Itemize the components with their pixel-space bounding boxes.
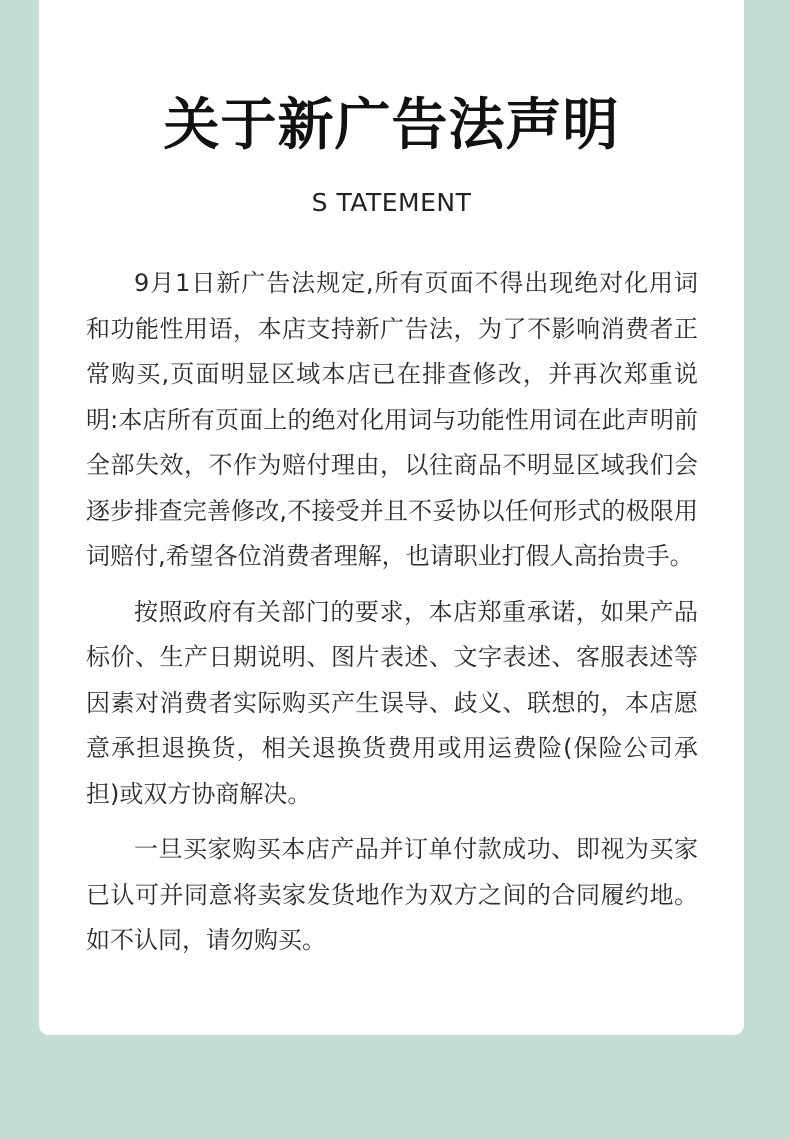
statement-card bbox=[39, 0, 744, 1035]
statement-title: 关于新广告法声明 bbox=[163, 93, 620, 158]
statement-subtitle: S TATEMENT bbox=[311, 188, 472, 217]
statement-paragraph-3: 一旦买家购买本店产品并订单付款成功、即视为买家已认可并同意将卖家发货地作为双方之间的合同履约地。如不认同，请勿购买。 bbox=[86, 835, 698, 954]
statement-paragraph-2: 按照政府有关部门的要求，本店郑重承诺，如果产品标价、生产日期说明、图片表述、文字表述、客服表述等因素对消费者实际购买产生误导、歧义、联想的，本店愿意承担退换货，相关退换货费用或用运费险(保险公司承担)或双方协商解决。 bbox=[86, 597, 698, 808]
statement-body bbox=[86, 261, 698, 964]
statement-paragraph-1: 9月1日新广告法规定,所有页面不得出现绝对化用词和功能性用语，本店支持新广告法，为了不影响消费者正常购买,页面明显区域本店已在排查修改，并再次郑重说明:本店所有页面上的绝对化用词与功能性用词在此声明前全部失效，不作为赔付理由，以往商品不明显区域我们会逐步排查完善修改,不接受并且不妥协以任何形式的极限用词赔付,希望各位消费者理解，也请职业打假人高抬贵手。 bbox=[86, 269, 698, 570]
